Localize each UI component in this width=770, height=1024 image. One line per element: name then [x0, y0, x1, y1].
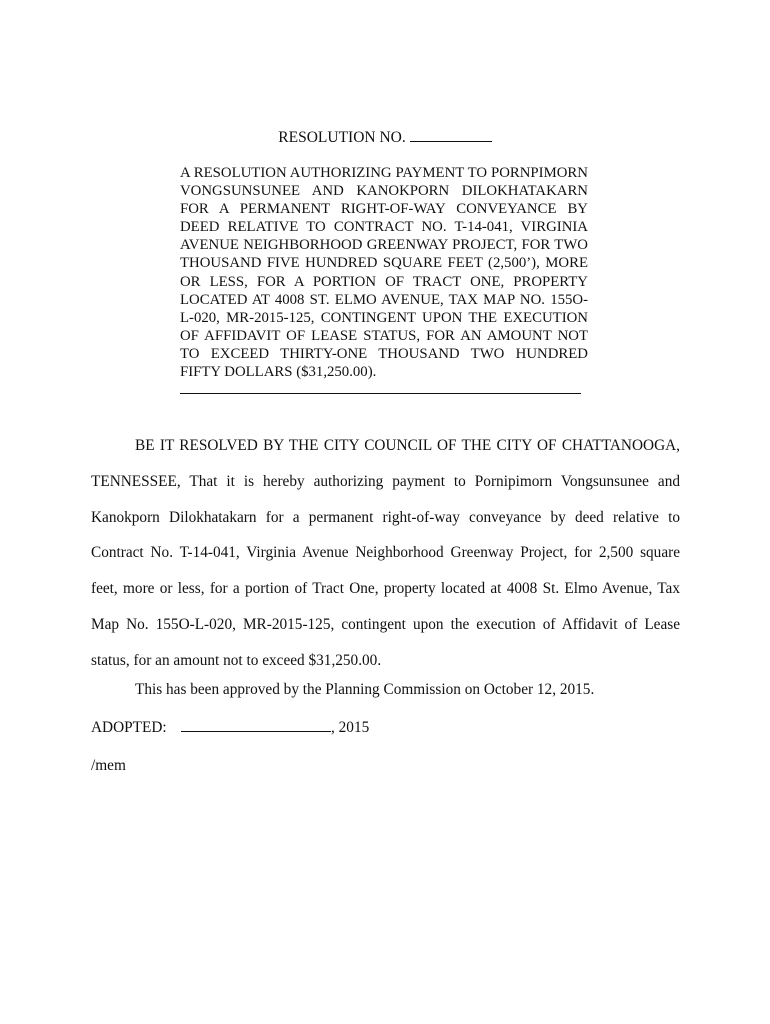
adopted-label: ADOPTED: [91, 719, 167, 736]
resolution-title [0, 127, 770, 148]
adopted-year: , 2015 [331, 719, 370, 736]
adopted-line [91, 717, 369, 738]
typist-initials: /mem [91, 757, 126, 774]
approval-statement: This has been approved by the Planning Commission on October 12, 2015. [135, 681, 595, 698]
resolution-body: BE IT RESOLVED BY THE CITY COUNCIL OF THE CITY OF CHATTANOOGA, TENNESSEE, That it is hereby authorizing payment to Pornipimorn Vongsunsunee and Kanokporn Dilokhatakarn for a permanent right-of-way conveyance by deed relative to Contract No. T-14-041, Virginia Avenue Neighborhood Greenway Project, for 2,500 square feet, more or less, for a portion of Tract One, property located at 4008 St. Elmo Avenue, Tax Map No. 155O-L-020, MR-2015-125, contingent upon the execution of Affidavit of Lease status, for an amount not to exceed $31,250.00. [91, 437, 680, 669]
adopted-date-blank [181, 717, 331, 732]
caption-underline [180, 393, 581, 394]
resolution-number-blank [410, 127, 492, 142]
resolution-caption: A RESOLUTION AUTHORIZING PAYMENT TO PORNPIMORN VONGSUNSUNEE AND KANOKPORN DILOKHATAKARN FOR A PERMANENT RIGHT-OF-WAY CONVEYANCE BY DEED RELATIVE TO CONTRACT NO. T-14-041, VIRGINIA AVENUE NEIGHBORHOOD GREENWAY PROJECT, FOR TWO THOUSAND FIVE HUNDRED SQUARE FEET (2,500’), MORE OR LESS, FOR A PORTION OF TRACT ONE, PROPERTY LOCATED AT 4008 ST. ELMO AVENUE, TAX MAP NO. 155O-L-020, MR-2015-125, CONTINGENT UPON THE EXECUTION OF AFFIDAVIT OF LEASE STATUS, FOR AN AMOUNT NOT TO EXCEED THIRTY-ONE THOUSAND TWO HUNDRED FIFTY DOLLARS ($31,250.00). [180, 165, 588, 381]
resolution-title-text: RESOLUTION NO. [278, 129, 406, 146]
